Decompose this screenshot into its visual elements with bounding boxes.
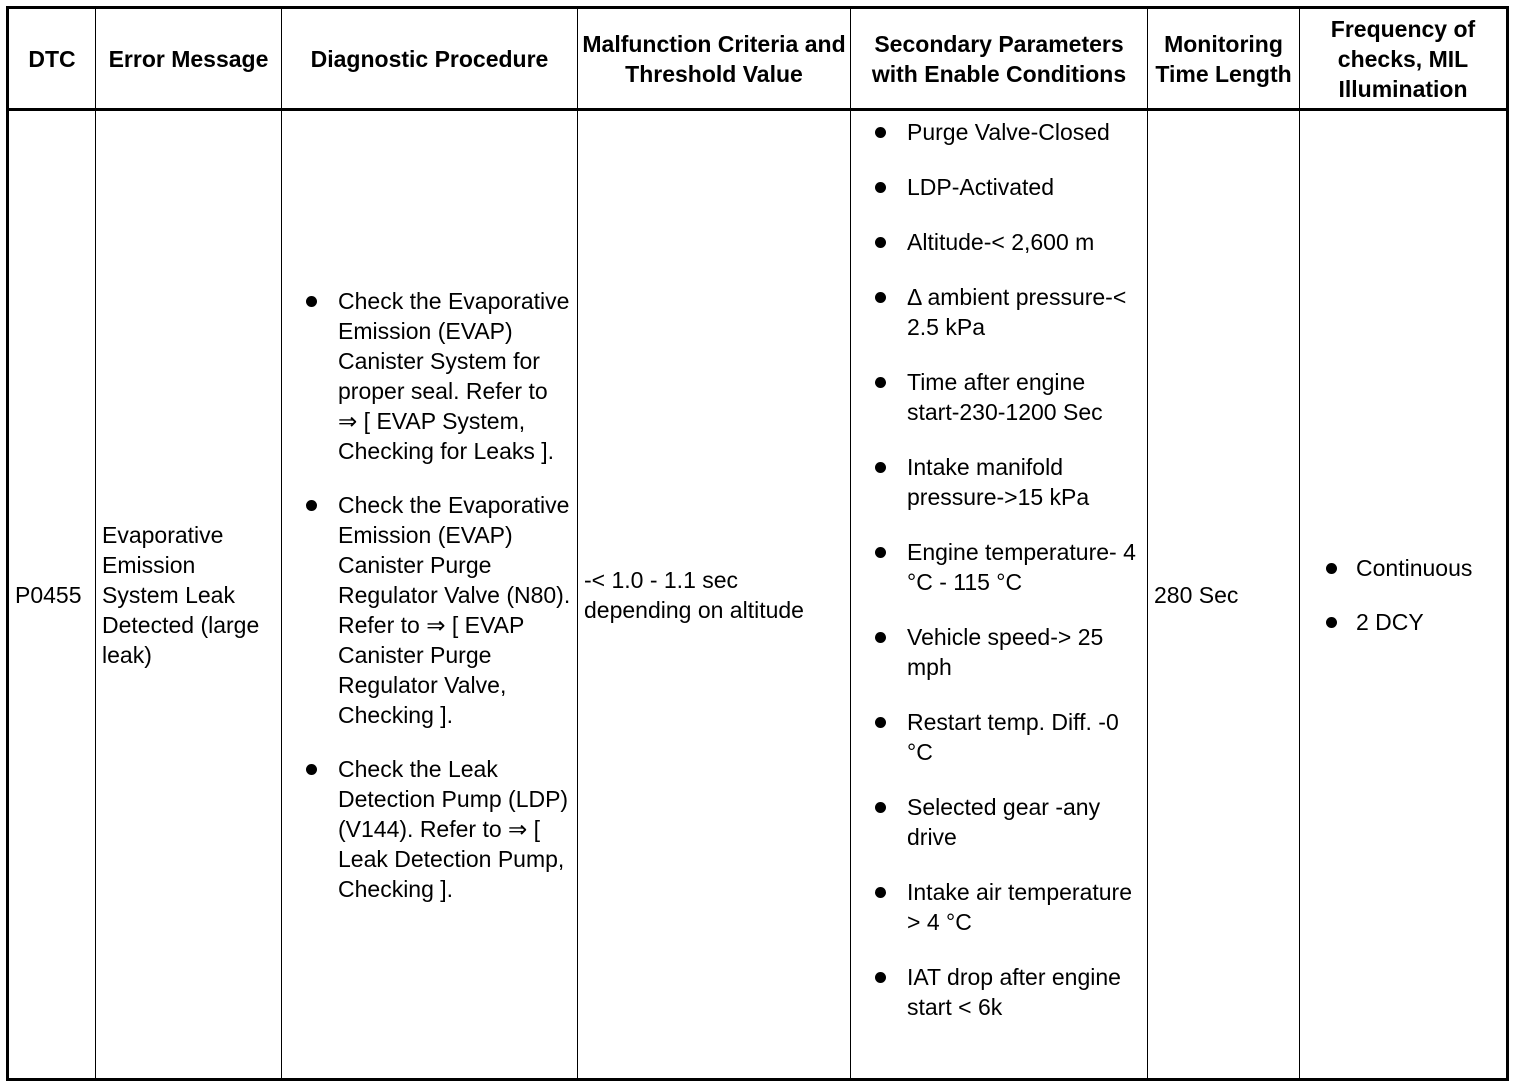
parameter-item (851, 962, 1147, 1022)
bullet-icon (875, 632, 886, 643)
procedure-item (282, 754, 577, 904)
frequency-list (1300, 553, 1506, 637)
parameter-item (851, 877, 1147, 937)
bullet-icon (875, 802, 886, 813)
parameter-item-text: IAT drop after engine start < 6k (907, 964, 1121, 1020)
bullet-icon (875, 292, 886, 303)
frequency-item (1300, 607, 1506, 637)
bullet-icon (875, 972, 886, 983)
procedure-item-text: Check the Evaporative Emission (EVAP) Canister Purge Regulator Valve (N80). Refer to ⇒ [ EVAP Canister Purge Regulator Valve, Checking ]. (338, 491, 571, 728)
procedure-list (282, 286, 577, 904)
header-frequency: Frequency of checks, MIL Illumination (1300, 8, 1508, 110)
bullet-icon (875, 887, 886, 898)
bullet-icon (875, 182, 886, 193)
dtc-table (6, 6, 1509, 1081)
parameter-item-text: Restart temp. Diff. -0 °C (907, 709, 1119, 765)
parameter-item-text: Engine temperature- 4 °C - 115 °C (907, 539, 1136, 595)
parameter-item-text: Vehicle speed-> 25 mph (907, 624, 1104, 680)
header-secondary-parameters: Secondary Parameters with Enable Conditions (851, 8, 1148, 110)
parameter-item-text: Intake air temperature > 4 °C (907, 879, 1133, 935)
cell-error-message: Evaporative Emission System Leak Detected (large leak) (96, 110, 282, 1080)
header-malfunction-criteria: Malfunction Criteria and Threshold Value (578, 8, 851, 110)
table-header (8, 8, 1508, 110)
procedure-item (282, 286, 577, 466)
bullet-icon (306, 764, 317, 775)
bullet-icon (1326, 617, 1337, 628)
parameter-item (851, 227, 1147, 257)
cell-malfunction-criteria: -< 1.0 - 1.1 sec depending on altitude (578, 110, 851, 1080)
frequency-item (1300, 553, 1506, 583)
header-row (8, 8, 1508, 110)
table-body (8, 110, 1508, 1080)
parameter-item-text: Δ ambient pressure-< 2.5 kPa (907, 284, 1127, 340)
parameter-item (851, 792, 1147, 852)
bullet-icon (875, 237, 886, 248)
bullet-icon (1326, 563, 1337, 574)
parameter-item-text: LDP-Activated (907, 174, 1055, 200)
bullet-icon (875, 127, 886, 138)
bullet-icon (875, 717, 886, 728)
parameter-item-text: Purge Valve-Closed (907, 119, 1110, 145)
parameter-item (851, 537, 1147, 597)
parameter-item-text: Intake manifold pressure->15 kPa (907, 454, 1090, 510)
table-row (8, 110, 1508, 1080)
parameter-list (851, 117, 1147, 1022)
cell-diagnostic-procedure (282, 110, 578, 1080)
bullet-icon (306, 296, 317, 307)
frequency-item-text: 2 DCY (1356, 608, 1424, 635)
parameter-item (851, 367, 1147, 427)
header-monitoring-time: Monitoring Time Length (1148, 8, 1300, 110)
procedure-item-text: Check the Evaporative Emission (EVAP) Canister System for proper seal. Refer to ⇒ [ EVAP System, Checking for Leaks ]. (338, 287, 570, 464)
parameter-item (851, 172, 1147, 202)
cell-monitoring-time: 280 Sec (1148, 110, 1300, 1080)
parameter-item (851, 117, 1147, 147)
bullet-icon (875, 547, 886, 558)
procedure-item (282, 490, 577, 730)
bullet-icon (306, 500, 317, 511)
bullet-icon (875, 377, 886, 388)
parameter-item-text: Time after engine start-230-1200 Sec (907, 369, 1103, 425)
frequency-item-text: Continuous (1356, 554, 1473, 581)
procedure-item-text: Check the Leak Detection Pump (LDP) (V144). Refer to ⇒ [ Leak Detection Pump, Checking ]. (338, 755, 569, 902)
header-error-message: Error Message (96, 8, 282, 110)
parameter-item-text: Altitude-< 2,600 m (907, 229, 1095, 255)
cell-dtc-code: P0455 (8, 110, 96, 1080)
bullet-icon (875, 462, 886, 473)
parameter-item (851, 622, 1147, 682)
parameter-item-text: Selected gear -any drive (907, 794, 1101, 850)
header-diagnostic-procedure: Diagnostic Procedure (282, 8, 578, 110)
cell-secondary-parameters (851, 110, 1148, 1080)
cell-frequency (1300, 110, 1508, 1080)
parameter-item (851, 707, 1147, 767)
parameter-item (851, 452, 1147, 512)
header-dtc: DTC (8, 8, 96, 110)
parameter-item (851, 282, 1147, 342)
